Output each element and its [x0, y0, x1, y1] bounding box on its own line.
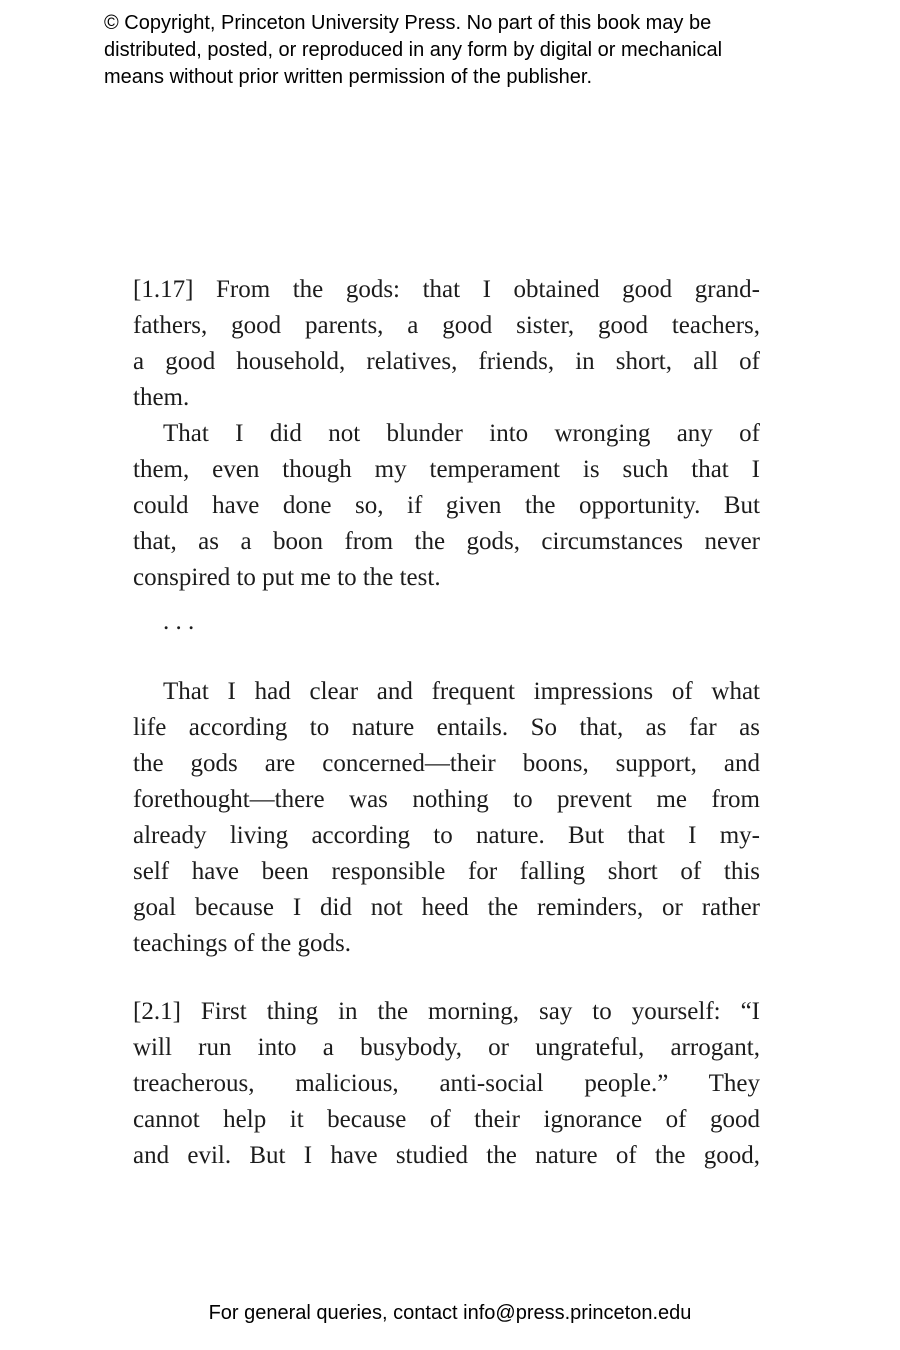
text-line: teachings of the gods.	[133, 930, 352, 957]
text-line: and evil. But I have studied the nature of the good,	[133, 1142, 760, 1169]
copyright-line: distributed, posted, or reproduced in any form by digital or mechanical	[104, 39, 723, 61]
text-line: life according to nature entails. So that, as far as	[133, 714, 760, 741]
paragraph-passage-1-17	[133, 272, 760, 416]
copyright-line: means without prior written permission of the publisher.	[104, 66, 593, 88]
copyright-line: © Copyright, Princeton University Press. No part of this book may be	[104, 12, 712, 34]
text-line: the gods are concerned—their boons, support, and	[133, 750, 760, 777]
text-line: treacherous, malicious, anti-social people.” They	[133, 1070, 760, 1097]
paragraph-ellipsis-separator	[133, 604, 760, 640]
footer-contact: For general queries, contact info@press.princeton.edu	[208, 1302, 692, 1324]
text-line: cannot help it because of their ignorance of good	[133, 1106, 760, 1133]
text-line: That I had clear and frequent impressions of what	[163, 678, 760, 705]
text-line: already living according to nature. But that I my-	[133, 822, 760, 849]
text-line: goal because I did not heed the reminders, or rather	[133, 894, 760, 921]
text-line: them.	[133, 384, 190, 411]
text-line: that, as a boon from the gods, circumstances never	[133, 528, 760, 555]
text-line: could have done so, if given the opportunity. But	[133, 492, 760, 519]
text-line: forethought—there was nothing to prevent me from	[133, 786, 760, 813]
text-line: a good household, relatives, friends, in short, all of	[133, 348, 760, 375]
paragraph-passage-1-17-continued	[133, 416, 760, 596]
copyright-notice	[104, 10, 722, 91]
text-line: conspired to put me to the test.	[133, 564, 441, 591]
text-line: fathers, good parents, a good sister, good teachers,	[133, 312, 760, 339]
body-text	[133, 272, 760, 1174]
paragraph-passage-1-17-further	[133, 674, 760, 962]
text-line: self have been responsible for falling short of this	[133, 858, 760, 885]
paragraph-passage-2-1	[133, 994, 760, 1174]
text-line: [1.17] From the gods: that I obtained good grand-	[133, 276, 760, 303]
text-line: them, even though my temperament is such that I	[133, 456, 760, 483]
text-line: will run into a busybody, or ungrateful, arrogant,	[133, 1034, 760, 1061]
text-line: . . .	[163, 608, 195, 635]
text-line: [2.1] First thing in the morning, say to yourself: “I	[133, 998, 760, 1025]
text-line: That I did not blunder into wronging any of	[163, 420, 760, 447]
